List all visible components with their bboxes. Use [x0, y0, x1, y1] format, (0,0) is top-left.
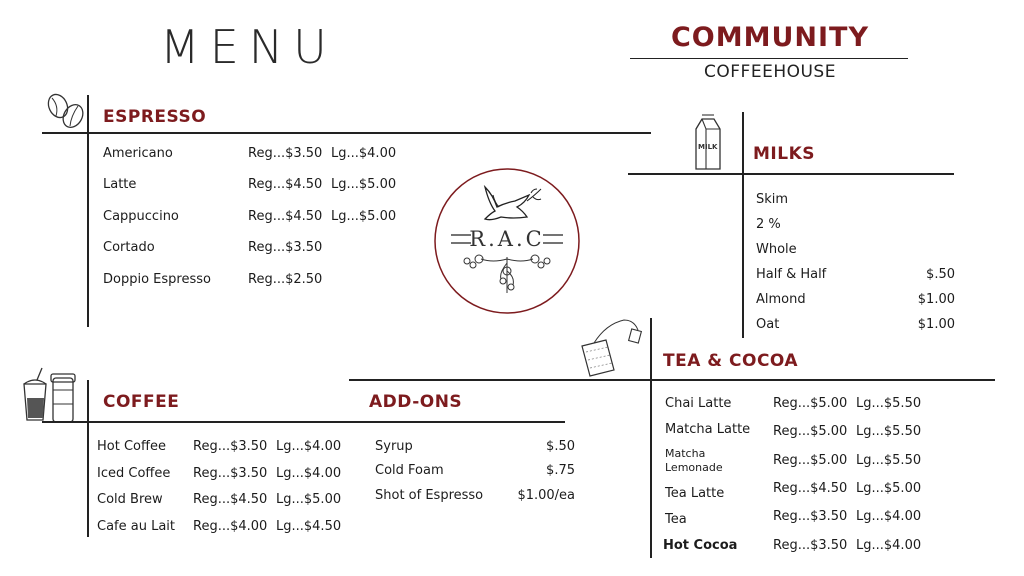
milks-horizontal-rule [628, 173, 954, 175]
milk-item-name: Whole [756, 242, 797, 257]
espresso-item-name: Cortado [103, 240, 155, 255]
espresso-item-lg: Lg...$5.00 [331, 177, 397, 192]
tea-item-name-line2: Lemonade [665, 461, 723, 474]
addons-top-rule [349, 379, 650, 381]
coffee-item-name: Iced Coffee [97, 466, 171, 481]
brand-divider [630, 58, 908, 59]
milk-item-price: $1.00 [917, 292, 955, 307]
coffee-item-reg: Reg...$4.50 [193, 492, 268, 507]
coffee-vertical-rule [87, 380, 89, 537]
addon-item-name: Syrup [375, 439, 413, 454]
milk-carton-icon [690, 115, 726, 175]
tea-bag-icon [576, 316, 644, 382]
addon-item-name: Cold Foam [375, 463, 444, 478]
coffee-section-title: COFFEE [103, 392, 180, 412]
tea-item-name: Matcha Latte [665, 422, 751, 437]
botanical-icon [464, 255, 550, 293]
tea-item-reg: Reg...$3.50 [773, 538, 848, 553]
coffee-item-lg: Lg...$4.50 [276, 519, 342, 534]
coffee-item-reg: Reg...$3.50 [193, 466, 268, 481]
brand-subtitle: COFFEEHOUSE [704, 62, 836, 82]
espresso-item-name: Cappuccino [103, 209, 179, 224]
espresso-item-reg: Reg...$4.50 [248, 177, 323, 192]
espresso-item-reg: Reg...$2.50 [248, 272, 323, 287]
tea-vertical-rule [650, 318, 652, 558]
tea-item-name: Tea [665, 512, 687, 527]
tea-item-lg: Lg...$4.00 [856, 538, 922, 553]
dove-icon [485, 187, 541, 220]
menu-title: MENU [160, 20, 337, 74]
tea-item-reg: Reg...$5.00 [773, 453, 848, 468]
tea-item-reg: Reg...$4.50 [773, 481, 848, 496]
coffee-item-lg: Lg...$4.00 [276, 439, 342, 454]
addons-section-title: ADD-ONS [369, 392, 463, 412]
addon-item-price: $.50 [546, 439, 575, 454]
espresso-item-lg: Lg...$4.00 [331, 146, 397, 161]
espresso-item-lg: Lg...$5.00 [331, 209, 397, 224]
tea-item-name: Chai Latte [665, 396, 732, 411]
addon-item-price: $.75 [546, 463, 575, 478]
coffee-horizontal-rule [42, 421, 350, 423]
espresso-item-reg: Reg...$3.50 [248, 240, 323, 255]
logo-text: R.A.C [469, 227, 545, 251]
brand-name: COMMUNITY [670, 22, 870, 53]
milks-vertical-rule [742, 112, 744, 338]
drink-cups-icon [20, 368, 80, 428]
milk-item-name: Oat [756, 317, 780, 332]
coffee-item-name: Hot Coffee [97, 439, 166, 454]
rac-logo [433, 167, 581, 315]
addon-item-name: Shot of Espresso [375, 488, 484, 503]
tea-item-lg: Lg...$5.50 [856, 453, 922, 468]
coffee-item-name: Cold Brew [97, 492, 163, 507]
espresso-vertical-rule [87, 95, 89, 327]
tea-item-lg: Lg...$5.50 [856, 396, 922, 411]
tea-item-reg: Reg...$3.50 [773, 509, 848, 524]
tea-item-reg: Reg...$5.00 [773, 424, 848, 439]
milk-item-price: $1.00 [917, 317, 955, 332]
espresso-item-reg: Reg...$4.50 [248, 209, 323, 224]
addon-item-price: $1.00/ea [517, 488, 575, 503]
milk-item-name: Half & Half [756, 267, 827, 282]
espresso-item-name: Americano [103, 146, 173, 161]
espresso-item-name: Doppio Espresso [103, 272, 211, 287]
milks-section-title: MILKS [753, 144, 815, 164]
coffee-item-reg: Reg...$3.50 [193, 439, 268, 454]
tea-item-lg: Lg...$5.50 [856, 424, 922, 439]
tea-item-name-line1: Matcha [665, 447, 706, 460]
coffee-item-lg: Lg...$5.00 [276, 492, 342, 507]
espresso-section-title: ESPRESSO [103, 107, 207, 127]
milk-item-price: $.50 [926, 267, 955, 282]
milk-carton-label: MILK [698, 143, 718, 151]
tea-horizontal-rule [650, 379, 995, 381]
tea-item-lg: Lg...$4.00 [856, 509, 922, 524]
tea-item-name: Hot Cocoa [663, 538, 738, 553]
coffee-item-reg: Reg...$4.00 [193, 519, 268, 534]
coffee-beans-icon [44, 90, 88, 138]
espresso-item-reg: Reg...$3.50 [248, 146, 323, 161]
espresso-horizontal-rule [42, 132, 651, 134]
coffee-item-lg: Lg...$4.00 [276, 466, 342, 481]
tea-item-lg: Lg...$5.00 [856, 481, 922, 496]
espresso-item-name: Latte [103, 177, 137, 192]
addons-horizontal-rule [350, 421, 565, 423]
coffee-item-name: Cafe au Lait [97, 519, 176, 534]
milk-item-name: Almond [756, 292, 806, 307]
milk-item-name: 2 % [756, 217, 781, 232]
tea-section-title: TEA & COCOA [663, 351, 799, 371]
tea-item-reg: Reg...$5.00 [773, 396, 848, 411]
milk-item-name: Skim [756, 192, 789, 207]
tea-item-name: Tea Latte [665, 486, 725, 501]
